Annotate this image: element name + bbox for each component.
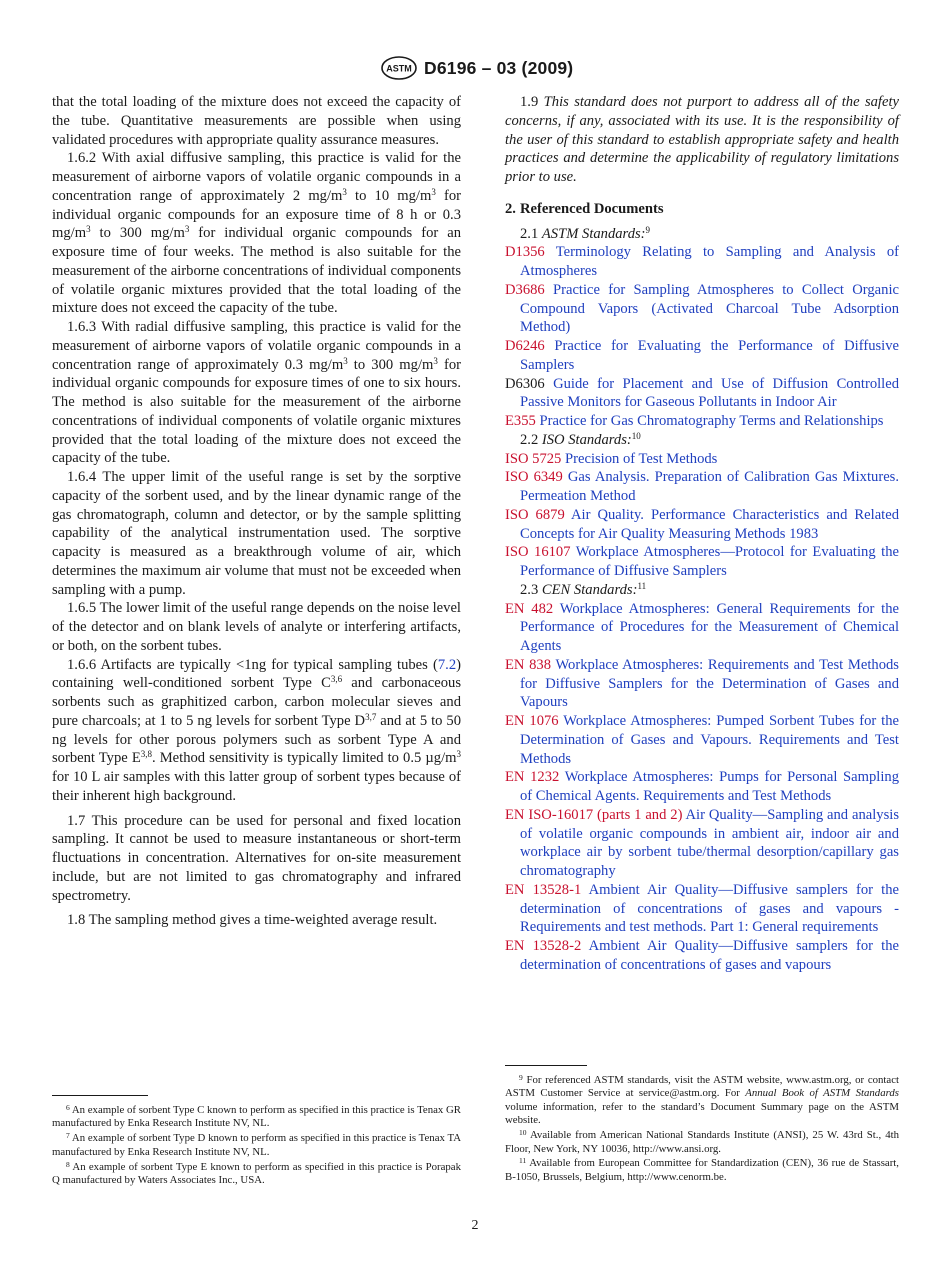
paragraph-1-6-3: 1.6.3 With radial diffusive sampling, this practice is valid for the measurement of airborne vapors of volatile organic compounds in a concentration range of approximately 0.3 $mg/m^3$ to 300 $mg/m^3$ for individual organic compounds for exposure times of one to six hours. The method is also suitable for the measurement of the airborne concentrations of individual components of volatile organic mixtures provided that the total loading of the mixture does not exceed the capacity of the tube. (52, 319, 461, 467)
footnote-divider-left (52, 1095, 148, 1096)
paragraph-continuation: that the total loading of the mixture does not exceed the capacity of the tube. Quantitative measurements are possible when using validated procedures with appropriate quality assurance measures. (52, 94, 461, 148)
paragraph-1-6-4: 1.6.4 The upper limit of the useful range is set by the sorptive capacity of the sorbent used, and by the linear dynamic range of the gas chromatograph, column and detector, or by the sample splitting capability of the analytical instrumentation used. The sorptive capacity is measured as a breakthrough volume of air, which determines the maximum air volume that must not be exceeded when sampling with a pump. (52, 469, 461, 598)
reference-item[interactable]: D6306 Guide for Placement and Use of Diffusion Controlled Passive Monitors for Gaseous Pollutants in Indoor Air (505, 375, 899, 411)
reference-item[interactable]: ISO 5725 Precision of Test Methods (505, 450, 718, 467)
left-column (52, 93, 461, 930)
paragraph-1-6-2: 1.6.2 With axial diffusive sampling, this practice is valid for the measurement of airborne vapors of volatile organic compounds in a concentration range of approximately 2 $mg/m^3$ to 10 $mg/m^3$ for individual organic compounds for an exposure time of 8 h or 0.3 $mg/m^3$ to 300 $mg/m^3$ for individual organic compounds for an exposure time of four weeks. The method is also suitable for the measurement of the airborne concentrations of individual components of volatile organic mixtures provided that the total loading of the mixture does not exceed the capacity of the tube. (52, 150, 461, 317)
paragraph-1-6-6: 1.6.6 Artifacts are typically <1ng for typical sampling tubes (7.2) containing well-conditioned sorbent Type C$^{3,6}$ and carbonaceous sorbents such as graphitized carbon, carbon molecular sieves and pure charcoals; at 1 to 5 ng levels for sorbent Type D$^{3,7}$ and at 5 to 50 ng levels for other porous polymers such as sorbent Type A and sorbent Type E$^{3,8}$. Method sensitivity is typically limited to 0.5 $\mu g/m^3$ for 10 L air samples with this latter group of sorbent types because of their inherent high background. (52, 656, 462, 804)
document-designation: D6196 – 03 (2009) (424, 58, 574, 78)
page-number: 2 (471, 1218, 479, 1233)
iso-reference-list (505, 450, 899, 581)
iso-standards-heading: 2.2 ISO Standards:$^{10}$ (520, 430, 641, 448)
paragraph-1-9: 1.9 This standard does not purport to address all of the safety concerns, if any, associated with its use. It is the responsibility of the user of this standard to establish appropriate safety and health practices and determine the applicability of regulatory limitations prior to use. (505, 94, 899, 185)
reference-item[interactable]: D1356 Terminology Relating to Sampling and Analysis of Atmospheres (505, 244, 900, 279)
reference-item[interactable]: EN 1076 Workplace Atmospheres: Pumped Sorbent Tubes for the Determination of Gases and Vapours. Requirements and Test Methods (505, 713, 899, 767)
section-link-7-2[interactable]: 7.2 (437, 656, 457, 673)
reference-item[interactable]: EN 13528-2 Ambient Air Quality—Diffusive samplers for the determination of concentrations of gases and vapours (505, 938, 899, 973)
footnote-6: $^6$ An example of sorbent Type C known to perform as specified in this practice is Tenax GR manufactured by Enka Research Institute NV, NL. (52, 1103, 461, 1130)
astm-logo-icon (380, 56, 418, 80)
cen-reference-list (505, 600, 899, 975)
footnotes-right (505, 1074, 899, 1186)
footnote-9: $^9$ For referenced ASTM standards, visit the ASTM website, www.astm.org, or contact ASTM Customer Service at service@astm.org. For Annual Book of ASTM Standards volume information, refer to the standard’s Document Summary page on the ASTM website. (505, 1073, 899, 1127)
reference-item[interactable]: EN ISO-16017 (parts 1 and 2) Air Quality—Sampling and analysis of volatile organic compounds in ambient air, indoor air and workplace air by sorbent tube/thermal desorption/capillary gas chromatography (505, 806, 899, 879)
footnote-10: $^{10}$ Available from American National Standards Institute (ANSI), 25 W. 43rd St., 4th Floor, New York, NY 10036, http://www.ansi.org. (505, 1128, 899, 1155)
cen-standards-heading: 2.3 CEN Standards:$^{11}$ (520, 580, 647, 598)
reference-item[interactable]: EN 482 Workplace Atmospheres: General Requirements for the Performance of Procedures for the Measurement of Chemical Agents (505, 600, 899, 654)
footnote-8: $^8$ An example of sorbent Type E known to perform as specified in this practice is Porapak Q manufactured by Waters Associates Inc., USA. (52, 1159, 461, 1187)
astm-standards-heading: 2.1 ASTM Standards:$^9$ (520, 224, 651, 242)
right-column (505, 93, 899, 975)
footnotes-left (52, 1104, 461, 1189)
reference-item[interactable]: EN 838 Workplace Atmospheres: Requirements and Test Methods for Diffusive Samplers for the Determination of Gases and Vapours (505, 656, 899, 711)
logo-text: ASTM (386, 63, 412, 74)
footnote-11: $^{11}$ Available from European Committee for Standardization (CEN), 36 rue de Stassart, B-1050, Brussels, Belgium, http://www.cenorm.be. (505, 1156, 900, 1183)
footnote-7: $^7$ An example of sorbent Type D known to perform as specified in this practice is Tenax TA manufactured by Enka Research Institute NV, NL. (52, 1131, 461, 1158)
paragraph-1-6-5: 1.6.5 The lower limit of the useful range depends on the noise level of the detector and on blank levels of analyte or interfering artifacts, or both, on the sorbent tubes. (52, 600, 461, 654)
footnote-divider-right (505, 1065, 587, 1066)
reference-item[interactable]: D3686 Practice for Sampling Atmospheres to Collect Organic Compound Vapors (Activated Charcoal Tube Adsorption Method) (505, 281, 899, 336)
reference-item[interactable]: ISO 6349 Gas Analysis. Preparation of Calibration Gas Mixtures. Permeation Method (505, 469, 899, 504)
paragraph-1-7: 1.7 This procedure can be used for personal and fixed location sampling. It cannot be used to measure instantaneous or short-term fluctuations in concentration. Alternatives for on-site measurement include, but are not limited to gas chromatography and infrared spectrometry. (52, 812, 461, 904)
section-heading-referenced-documents: 2. Referenced Documents (505, 200, 664, 217)
reference-item[interactable]: ISO 6879 Air Quality. Performance Characteristics and Related Concepts for Air Quality Measuring Methods 1983 (505, 506, 899, 542)
reference-item[interactable]: D6246 Practice for Evaluating the Performance of Diffusive Samplers (505, 338, 900, 373)
reference-item[interactable]: EN 13528-1 Ambient Air Quality—Diffusive samplers for the determination of concentrations of gases and vapours - Requirements and test methods. Part 1: General requirements (505, 881, 899, 936)
astm-reference-list (505, 243, 899, 431)
reference-item[interactable]: E355 Practice for Gas Chromatography Terms and Relationships (505, 413, 884, 429)
reference-item[interactable]: EN 1232 Workplace Atmospheres: Pumps for Personal Sampling of Chemical Agents. Requirements and Test Methods (505, 769, 899, 804)
page-header (0, 56, 950, 84)
reference-item[interactable]: ISO 16107 Workplace Atmospheres—Protocol for Evaluating the Performance of Diffusive Samplers (505, 544, 899, 579)
paragraph-1-8: 1.8 The sampling method gives a time-weighted average result. (67, 912, 438, 929)
